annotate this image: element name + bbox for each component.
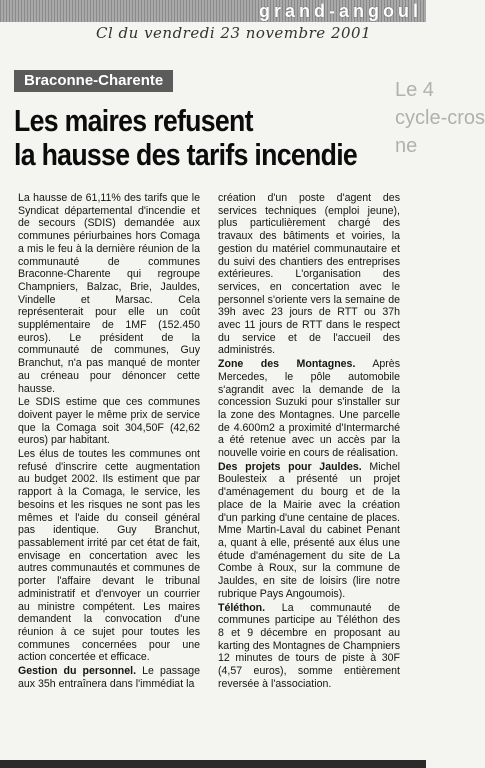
- bleed-line: cycle-cros: [395, 107, 485, 129]
- paragraph-body: La communauté de communes participe au Téléthon des 8 et 9 décembre en proposant au karting des Montagnes de Champniers 12 minutes de tours de piste à 30F (4,57 euros), somme entièrement reversée à l'association.: [218, 601, 400, 690]
- page-bottom-rule: [0, 760, 426, 768]
- handwritten-date-note: Cl du vendredi 23 novembre 2001: [96, 24, 372, 42]
- headline-line-2: la hausse des tarifs incendie: [14, 137, 358, 172]
- article-column-left: [18, 192, 200, 691]
- section-title: grand-angoul: [259, 1, 422, 21]
- paragraph: Les élus de toutes les communes ont refusé d'inscrire cette augmentation au budget 2002. Ils estiment que par rapport à la Comaga, le service, les besoins et les risques ne sont pas les mêmes et l'aide du conseil général pas identique. Guy Branchut, passablement irrité par cet état de fait, envisage en concertation avec les autres communautés et communes de porter l'affaire devant le tribunal administratif et d'envoyer un courrier au ministre compétent. Les maires demandent la convocation d'une réunion à ce sujet pour toutes les communes concernées pour une action concertée et efficace.: [18, 448, 200, 664]
- kicker-label: Braconne-Charente: [14, 70, 173, 92]
- subhead: Téléthon.: [218, 601, 266, 614]
- paragraph-body: Après Mercedes, le pôle automobile s'agrandit avec la demande de la concession Suzuki pour s'installer sur la zone des Montagnes. Une parcelle de 4.600m2 a proximité d'Intermarché a été retenue avec un accès par la nouvelle voirie en cours de réalisation.: [218, 358, 400, 460]
- paragraph: création d'un poste d'agent des services techniques (emploi jeune), plus particulièrement chargé des travaux des bâtiments et voiries, la gestion du matériel communautaire et du suivi des chantiers des entreprises extérieures. L'organisation des services, en concertation avec le personnel s'oriente vers la semaine de 39h avec 23 jours de RTT ou 37h avec 11 jours de RTT dans le respect du service et de l'accueil des administrés.: [218, 192, 400, 357]
- paragraph: [218, 358, 400, 460]
- subhead: Des projets pour Jauldes.: [218, 460, 362, 473]
- paragraph: [218, 602, 400, 691]
- article-column-right: [218, 192, 400, 691]
- paragraph: [218, 461, 400, 601]
- paragraph-body: Michel Boulesteix a présenté un projet d'aménagement du bourg et de la place de la Mairie avec la création d'un parking d'une centaine de places. Mme Martin-Laval du cabinet Penant a, quant à elle, présenté aux élus une étude d'aménagement du site de La Combe à Roux, sur la commune de Jauldes, en site de loisirs (lire notre rubrique Pays Angoumois).: [218, 460, 400, 600]
- bleed-line: ne: [395, 135, 418, 157]
- bleed-line: Le 4: [395, 79, 434, 101]
- paragraph: Le SDIS estime que ces communes doivent payer le même prix de service que la Comaga soit 304,50F (42,62 euros) par habitant.: [18, 396, 200, 447]
- adjacent-article-bleed: [395, 76, 485, 194]
- section-banner: [0, 0, 426, 22]
- subhead: Gestion du personnel.: [18, 665, 137, 678]
- paragraph: La hausse de 61,11% des tarifs que le Syndicat départemental d'incendie et de secours (SDIS) demandée aux communes périurbaines hors Comaga a mis le feu à la dernière réunion de la communauté de communes Braconne-Charente qui regroupe Champniers, Balzac, Brie, Jauldes, Vindelle et Marsac. Cela représenterait pour elle un coût supplémentaire de 1MF (152.450 euros). Le président de la communauté de communes, Guy Branchut, n'a pas manqué de monter au créneau pour dénoncer cette hausse.: [18, 192, 200, 395]
- paragraph-body: Le passage aux 35h entraînera dans l'immédiat la: [18, 665, 200, 690]
- paragraph: [18, 665, 200, 690]
- headline-line-1: Les maires refusent: [14, 103, 253, 138]
- article-headline: [14, 104, 394, 172]
- subhead: Zone des Montagnes.: [218, 358, 356, 371]
